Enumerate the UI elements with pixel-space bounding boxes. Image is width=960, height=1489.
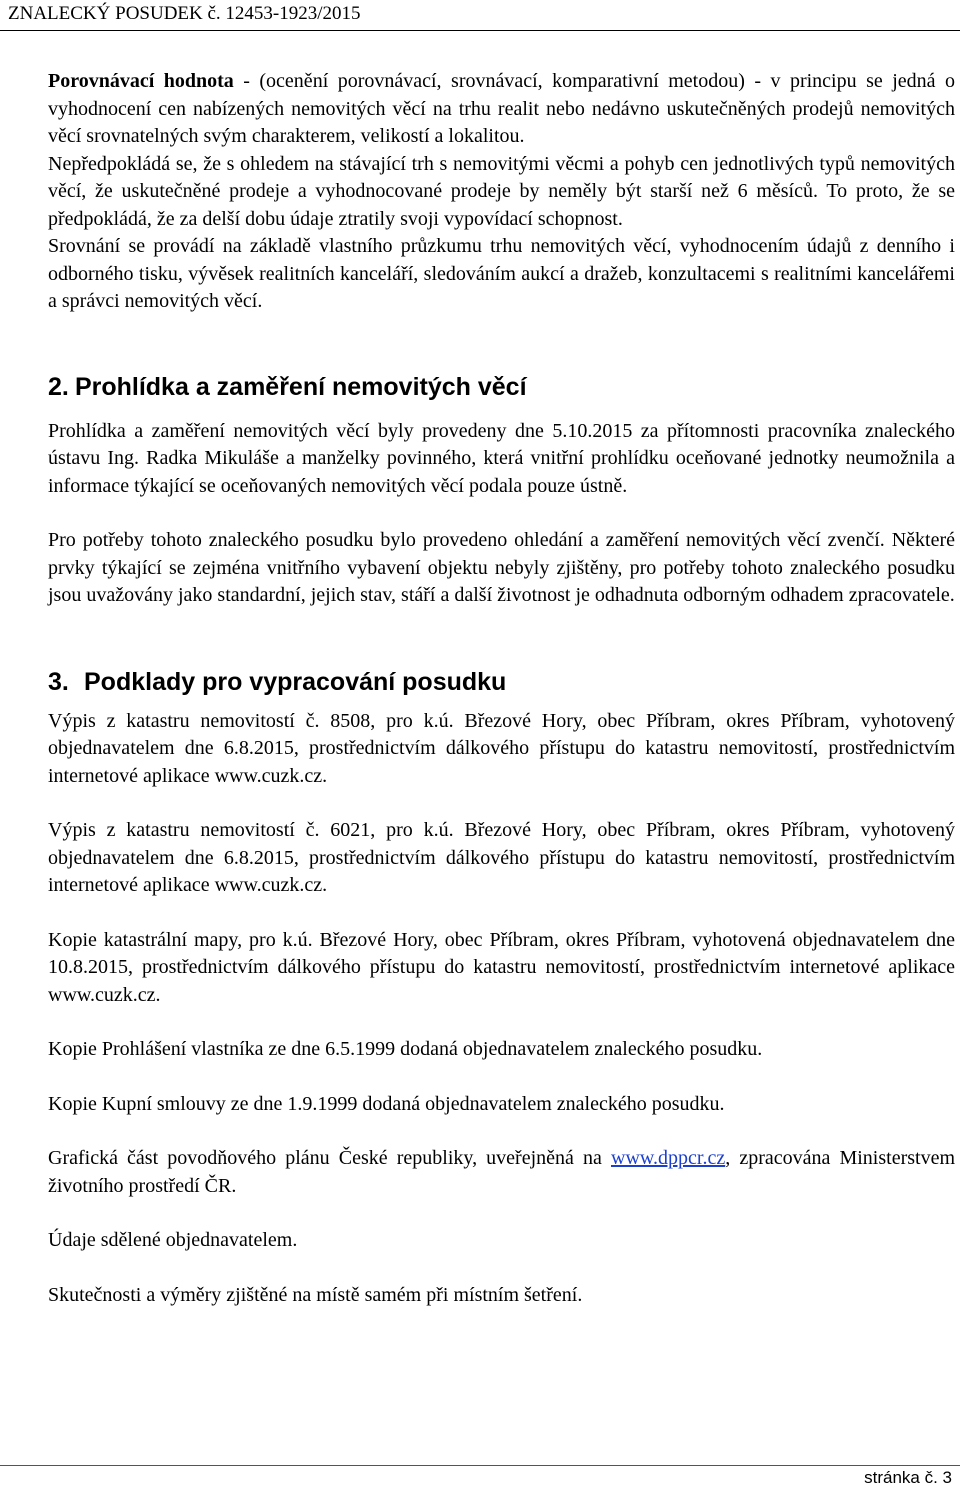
footer-divider (0, 1465, 960, 1466)
intro-term-description: - (ocenění porovnávací, srovnávací, komparativní metodou) - v principu se jedná o vyhodnocení cen nabízených nemovitých věcí na trhu realit nebo nedávno uskutečněných prodejů nemovitých věcí srovnatelných svým charakterem, velikostí a lokalitou. (48, 70, 955, 147)
section-2-paragraph-2: Pro potřeby tohoto znaleckého posudku bylo provedeno ohledání a zaměření nemovitých věcí zvenčí. Některé prvky týkající se zejména vnitřního vybavení objektu nebyly zjištěny, pro potřeby tohoto znaleckého posudku jsou uvažovány jako standardní, jejich stav, stáří a další životnost je odhadnuta odborným odhadem zpracovatele. (48, 529, 955, 606)
source-item-1: Výpis z katastru nemovitostí č. 8508, pro k.ú. Březové Hory, obec Příbram, okres Příbram, vyhotovený objednavatelem dne 6.8.2015, prostřednictvím dálkového přístupu do katastru nemovitostí, prostřednictvím internetové aplikace www.cuzk.cz. (48, 709, 955, 787)
section-2-paragraph-1: Prohlídka a zaměření nemovitých věcí byly provedeny dne 5.10.2015 za přítomnosti pracovníka znaleckého ústavu Ing. Radka Mikuláše a manželky povinného, která vnitřní prohlídku oceňované jednotky neumožnila a informace týkající se oceňovaných nemovitých věcí podala pouze ústně. (48, 419, 955, 497)
section-3-number: 3. (48, 667, 69, 696)
dppcr-link[interactable]: www.dppcr.cz (611, 1147, 726, 1169)
intro-paragraph-3: Srovnání se provádí na základě vlastního průzkumu trhu nemovitých věcí, vyhodnocením údajů z denního i odborného tisku, vývěsek realitních kanceláří, sledováním aukcí a dražeb, konzultacemi s realitními kancelářemi a správci nemovitých věcí. (48, 235, 955, 312)
document-body (48, 68, 955, 1309)
intro-term: Porovnávací hodnota (48, 70, 234, 92)
source-item-6-text: Grafická část povodňového plánu České republiky, uveřejněná na (48, 1147, 611, 1169)
intro-paragraph (48, 68, 955, 151)
source-item-6-text-end: , zpracována Ministerstvem životního prostředí ČR. (48, 1147, 956, 1197)
section-3-heading (48, 666, 955, 698)
source-item-5: Kopie Kupní smlouvy ze dne 1.9.1999 dodaná objednavatelem znaleckého posudku. (48, 1092, 725, 1115)
source-item-7: Údaje sdělené objednavatelem. (48, 1229, 298, 1251)
section-2-title: Prohlídka a zaměření nemovitých věcí (74, 372, 527, 401)
intro-paragraph-2: Nepředpokládá se, že s ohledem na stávající trh s nemovitými věcmi a pohyb cen jednotlivých typů nemovitých věcí, že uskutečněné prodeje a vyhodnocované prodeje by neměly být starší než 6 měsíců. To proto, že se předpokládá, že za delší dobu údaje ztratily svoji vypovídací schopnost. (48, 152, 955, 230)
source-item-2: Výpis z katastru nemovitostí č. 6021, pro k.ú. Březové Hory, obec Příbram, okres Příbram, vyhotovený objednavatelem dne 6.8.2015, prostřednictvím dálkového přístupu do katastru nemovitostí, prostřednictvím internetové aplikace www.cuzk.cz. (48, 819, 955, 896)
source-item-4: Kopie Prohlášení vlastníka ze dne 6.5.1999 dodaná objednavatelem znaleckého posudku. (48, 1038, 763, 1060)
source-item-8: Skutečnosti a výměry zjištěné na místě samém při místním šetření. (48, 1283, 583, 1306)
section-2-number: 2. (48, 372, 69, 401)
source-item-6 (48, 1145, 955, 1200)
source-item-3: Kopie katastrální mapy, pro k.ú. Březové Hory, obec Příbram, okres Příbram, vyhotovená objednavatelem dne 10.8.2015, prostřednictvím dálkového přístupu do katastru nemovitostí, prostřednictvím internetové aplikace www.cuzk.cz. (48, 928, 955, 1006)
section-3-title: Podklady pro vypracování posudku (84, 667, 507, 696)
document-title: ZNALECKÝ POSUDEK č. 12453-1923/2015 (8, 3, 361, 24)
section-2-heading (48, 371, 955, 403)
page-number: stránka č. 3 (864, 1468, 952, 1487)
document-header (0, 0, 960, 31)
